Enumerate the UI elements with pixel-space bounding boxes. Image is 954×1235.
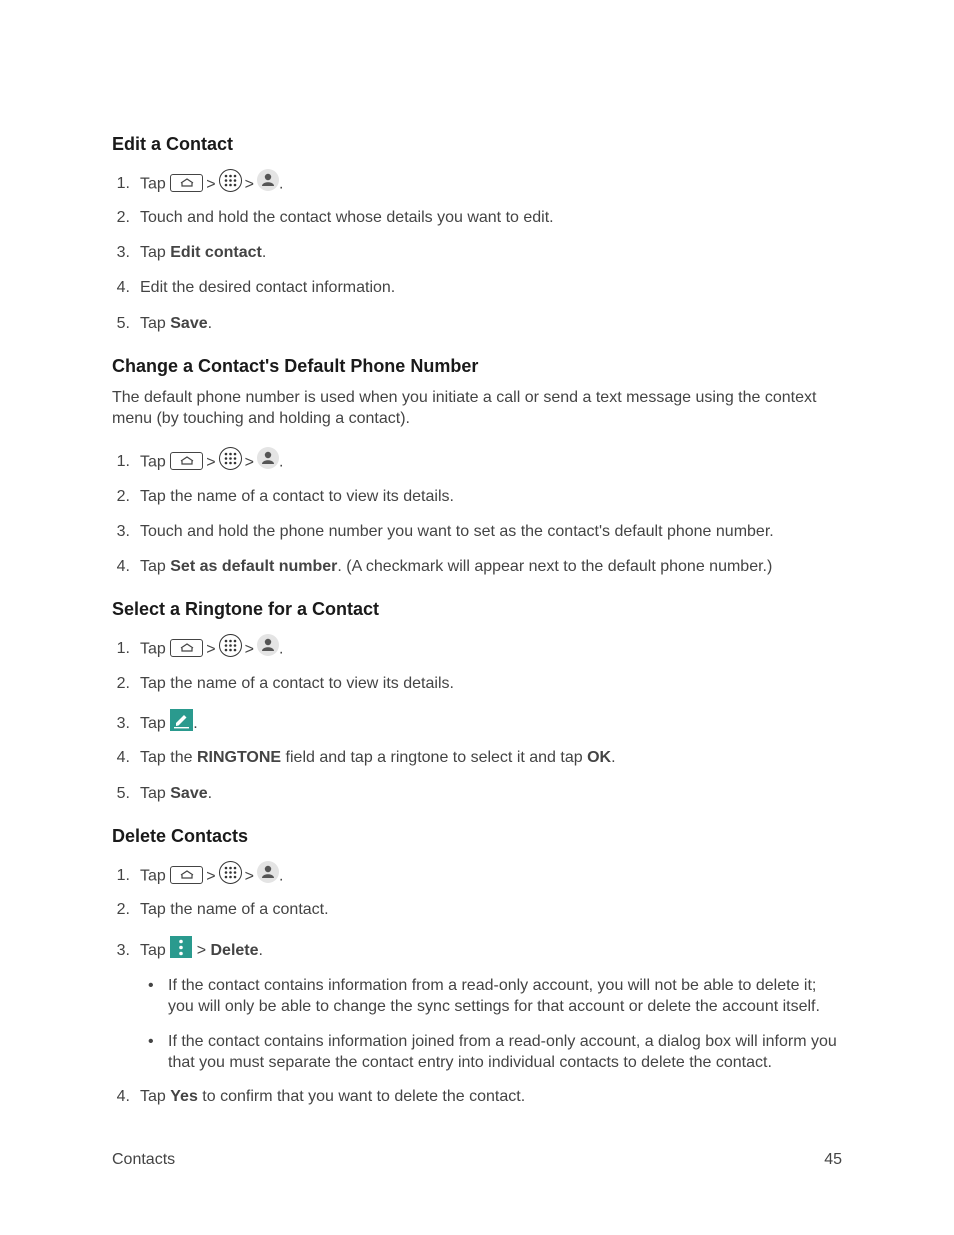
section-heading-delete-contacts: Delete Contacts bbox=[112, 826, 249, 846]
contacts-icon bbox=[257, 634, 279, 656]
page-number: 45 bbox=[824, 1151, 842, 1168]
home-key-icon bbox=[170, 639, 203, 657]
footer-section-name: Contacts bbox=[112, 1151, 176, 1168]
apps-icon bbox=[219, 634, 242, 657]
ui-term: OK bbox=[587, 749, 612, 766]
contacts-icon bbox=[257, 169, 279, 191]
home-key-icon bbox=[170, 452, 203, 470]
edit-pencil-icon bbox=[170, 709, 193, 731]
ui-term: Set as default number bbox=[170, 558, 338, 575]
section-intro: The default phone number is used when you initiate a call or send a text message using the context menu (by touching and holding a contact). bbox=[112, 389, 817, 427]
home-key-icon bbox=[170, 174, 203, 192]
ui-term: Delete bbox=[210, 942, 259, 960]
ui-term: Save bbox=[170, 315, 208, 332]
section-heading-ringtone: Select a Ringtone for a Contact bbox=[112, 599, 380, 619]
section-heading-default-number: Change a Contact's Default Phone Number bbox=[112, 356, 479, 376]
ui-term: Edit contact bbox=[170, 244, 262, 261]
section-heading-edit-contact: Edit a Contact bbox=[112, 134, 234, 154]
apps-icon bbox=[219, 169, 242, 192]
ui-term: Save bbox=[170, 785, 208, 802]
ui-term: RINGTONE bbox=[196, 749, 282, 766]
home-key-icon bbox=[170, 866, 203, 884]
menu-icon bbox=[170, 936, 192, 958]
ui-term: Yes bbox=[170, 1088, 198, 1105]
apps-icon bbox=[219, 861, 242, 884]
contacts-icon bbox=[257, 447, 279, 469]
contacts-icon bbox=[257, 861, 279, 883]
apps-icon bbox=[219, 447, 242, 470]
